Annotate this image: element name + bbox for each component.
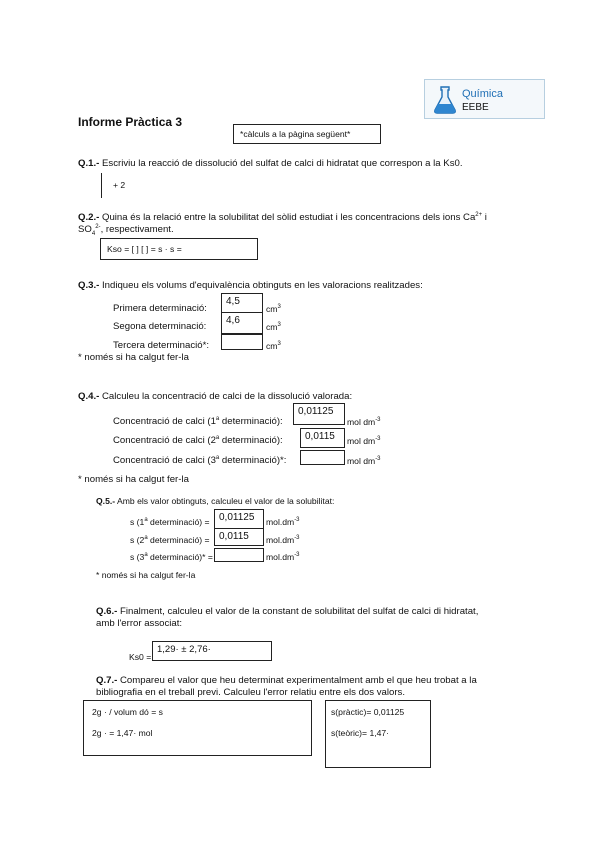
q3-row-3-field[interactable] [221, 334, 263, 350]
q7-number: Q.7.- [96, 675, 118, 686]
q4-row-2-unit: mol $dm^{-3}$ [347, 436, 381, 446]
q2-ca-charge: 2+ [475, 211, 483, 218]
q4-row-2-label: Concentració de calci (2$^a$ determinació): [113, 434, 283, 446]
q3-row-1-label: Primera determinació: [113, 303, 207, 314]
q3-row-3-label: Tercera determinació*: [113, 340, 209, 351]
q4-text: Calculeu la concentració de calci de la dissolució valorada: [102, 391, 353, 402]
q5-footnote: * només si ha calgut fer-la [96, 570, 196, 580]
q1-number: Q.1.- [78, 158, 100, 169]
q3-row-1-value: 4,5 [226, 296, 240, 307]
q4-row-2-value: 0,0115 [305, 431, 335, 442]
q3-row-1-unit: $cm^3$ [266, 304, 281, 314]
quimica-eebe-logo [424, 79, 545, 119]
q6-answer-box[interactable] [152, 641, 272, 661]
q3-row-2-label: Segona determinació: [113, 321, 207, 332]
q2-answer: Kso = [ ] [ ] = s · s = [107, 244, 182, 254]
q4-row-1-field[interactable] [293, 403, 345, 425]
q1-text: Escriviu la reacció de dissolució del sulfat de calci di hidratat que correspon a la Ks0. [102, 158, 463, 169]
q6-text: Finalment, calculeu el valor de la constant de solubilitat del sulfat de calci di hidratat, amb l'error associat: [96, 606, 479, 629]
logo-subtitle: EEBE [462, 102, 489, 113]
q3-row-3-unit: $cm^3$ [266, 341, 281, 351]
q5-row-1-value: 0,01125 [219, 512, 255, 523]
q4-row-1-label: Concentració de calci (1$^a$ determinació): [113, 415, 283, 427]
q2-number: Q.2.- [78, 212, 100, 223]
q7-right-box[interactable] [325, 700, 431, 768]
q3-number: Q.3.- [78, 280, 100, 291]
q7-right-line-2: s(teòric)= 1,47· [331, 728, 390, 738]
question-2 [78, 212, 518, 236]
question-1 [78, 158, 463, 170]
q4-row-2-field[interactable] [300, 428, 345, 448]
q5-row-2-field[interactable] [214, 528, 264, 546]
note-box [233, 124, 381, 144]
q5-row-1-unit: $mol.dm^{-3}$ [266, 517, 300, 527]
q4-row-3-value [301, 451, 344, 455]
q7-text: Compareu el valor que heu determinat experimentalment amb el que heu trobat a la bibliografia en el treball previ. Calculeu l'error relatiu entre els dos valors. [96, 675, 477, 698]
q3-text: Indiqueu els volums d'equivalència obtinguts en les valoracions realitzades: [102, 280, 423, 291]
q4-row-3-field[interactable] [300, 450, 345, 465]
q4-row-1-unit: mol $dm^{-3}$ [347, 417, 381, 427]
q5-row-3-label: s (3$^a$ determinació)* = [130, 552, 213, 562]
question-7 [96, 675, 516, 699]
q3-row-2-value: 4,6 [226, 315, 240, 326]
logo-title: Química [462, 88, 503, 100]
q5-row-2-unit: $mol.dm^{-3}$ [266, 535, 300, 545]
q3-row-2-unit: $cm^3$ [266, 322, 281, 332]
note-text: *càlculs a la pàgina següent* [240, 129, 351, 139]
q5-row-3-value [215, 549, 263, 553]
q7-left-line-2: 2g · = 1,47· mol [92, 728, 153, 738]
q4-footnote: * només si ha calgut fer-la [78, 474, 189, 485]
question-4 [78, 391, 352, 403]
page-title: Informe Pràctica 3 [78, 115, 183, 129]
q2-so4: SO [78, 224, 92, 235]
q6-number: Q.6.- [96, 606, 118, 617]
flask-icon [432, 85, 458, 115]
q4-row-1-value: 0,01125 [298, 406, 334, 417]
q4-row-3-label: Concentració de calci (3$^a$ determinació)*: [113, 454, 287, 466]
q2-text-b: i [482, 212, 487, 223]
q5-row-2-value: 0,0115 [219, 531, 249, 542]
q5-row-3-unit: $mol.dm^{-3}$ [266, 552, 300, 562]
q5-row-3-field[interactable] [214, 548, 264, 562]
q3-row-3-value [222, 335, 262, 339]
q2-text-a: Quina és la relació entre la solubilitat del sòlid estudiat i les concentracions dels ions Ca [102, 212, 476, 223]
q5-row-2-label: s (2$^a$ determinació) = [130, 535, 210, 545]
q3-row-2-field[interactable] [221, 312, 263, 334]
q7-left-line-1: 2g · / volum dó = s [92, 707, 163, 717]
q6-label: Ks0 = [129, 652, 152, 662]
q2-so4-sub: 4 [91, 230, 96, 237]
q1-answer[interactable]: + 2 [113, 180, 126, 190]
question-3 [78, 280, 423, 292]
q5-row-1-label: s (1$^a$ determinació) = [130, 517, 210, 527]
q4-row-3-unit: mol $dm^{-3}$ [347, 456, 381, 466]
q2-so4-charge: 2- [95, 223, 101, 230]
q3-footnote: * només si ha calgut fer-la [78, 352, 189, 363]
q2-text-c: , respectivament. [100, 224, 174, 235]
q5-text: Amb els valor obtinguts, calculeu el valor de la solubilitat: [117, 496, 335, 506]
q5-row-1-field[interactable] [214, 509, 264, 529]
question-5 [96, 496, 334, 507]
q4-number: Q.4.- [78, 391, 100, 402]
q1-answer-border [101, 173, 102, 198]
q7-left-box[interactable] [83, 700, 312, 756]
q7-right-line-1: s(pràctic)= 0,01125 [331, 707, 405, 717]
q2-answer-box[interactable] [100, 238, 258, 260]
question-6 [96, 606, 496, 630]
q6-answer: 1,29· ± 2,76· [157, 644, 211, 655]
q5-number: Q.5.- [96, 496, 116, 506]
